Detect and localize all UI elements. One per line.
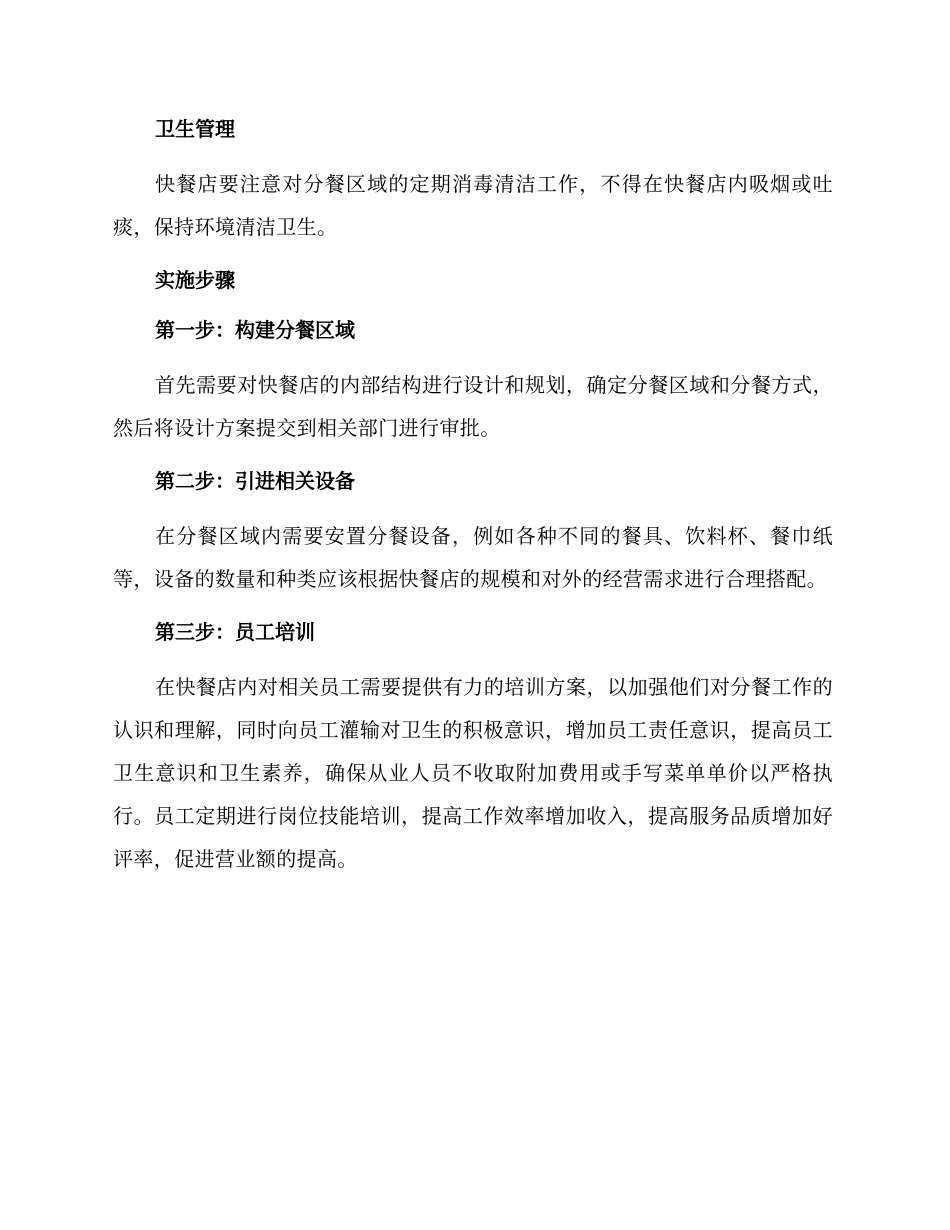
step-heading-1: 第一步：构建分餐区域 <box>155 318 355 342</box>
paragraph-step-2: 在分餐区域内需要安置分餐设备，例如各种不同的餐具、饮料杯、餐巾纸等，设备的数量和种类应该根据快餐店的规模和对外的经营需求进行合理搭配。 <box>113 524 833 591</box>
section-heading-implementation: 实施步骤 <box>155 268 235 292</box>
paragraph-step-1: 首先需要对快餐店的内部结构进行设计和规划，确定分餐区域和分餐方式，然后将设计方案提交到相关部门进行审批。 <box>113 373 833 440</box>
section-heading-hygiene: 卫生管理 <box>155 117 235 141</box>
step-heading-2: 第二步：引进相关设备 <box>155 469 355 493</box>
document-body <box>113 113 833 896</box>
paragraph-hygiene: 快餐店要注意对分餐区域的定期消毒清洁工作，不得在快餐店内吸烟或吐痰，保持环境清洁卫生。 <box>113 172 833 239</box>
step-heading-3: 第三步：员工培训 <box>155 620 315 644</box>
paragraph-step-3: 在快餐店内对相关员工需要提供有力的培训方案，以加强他们对分餐工作的认识和理解，同时向员工灌输对卫生的积极意识，增加员工责任意识，提高员工卫生意识和卫生素养，确保从业人员不收取附加费用或手写菜单单价以严格执行。员工定期进行岗位技能培训，提高工作效率增加收入，提高服务品质增加好评率，促进营业额的提高。 <box>113 675 833 871</box>
